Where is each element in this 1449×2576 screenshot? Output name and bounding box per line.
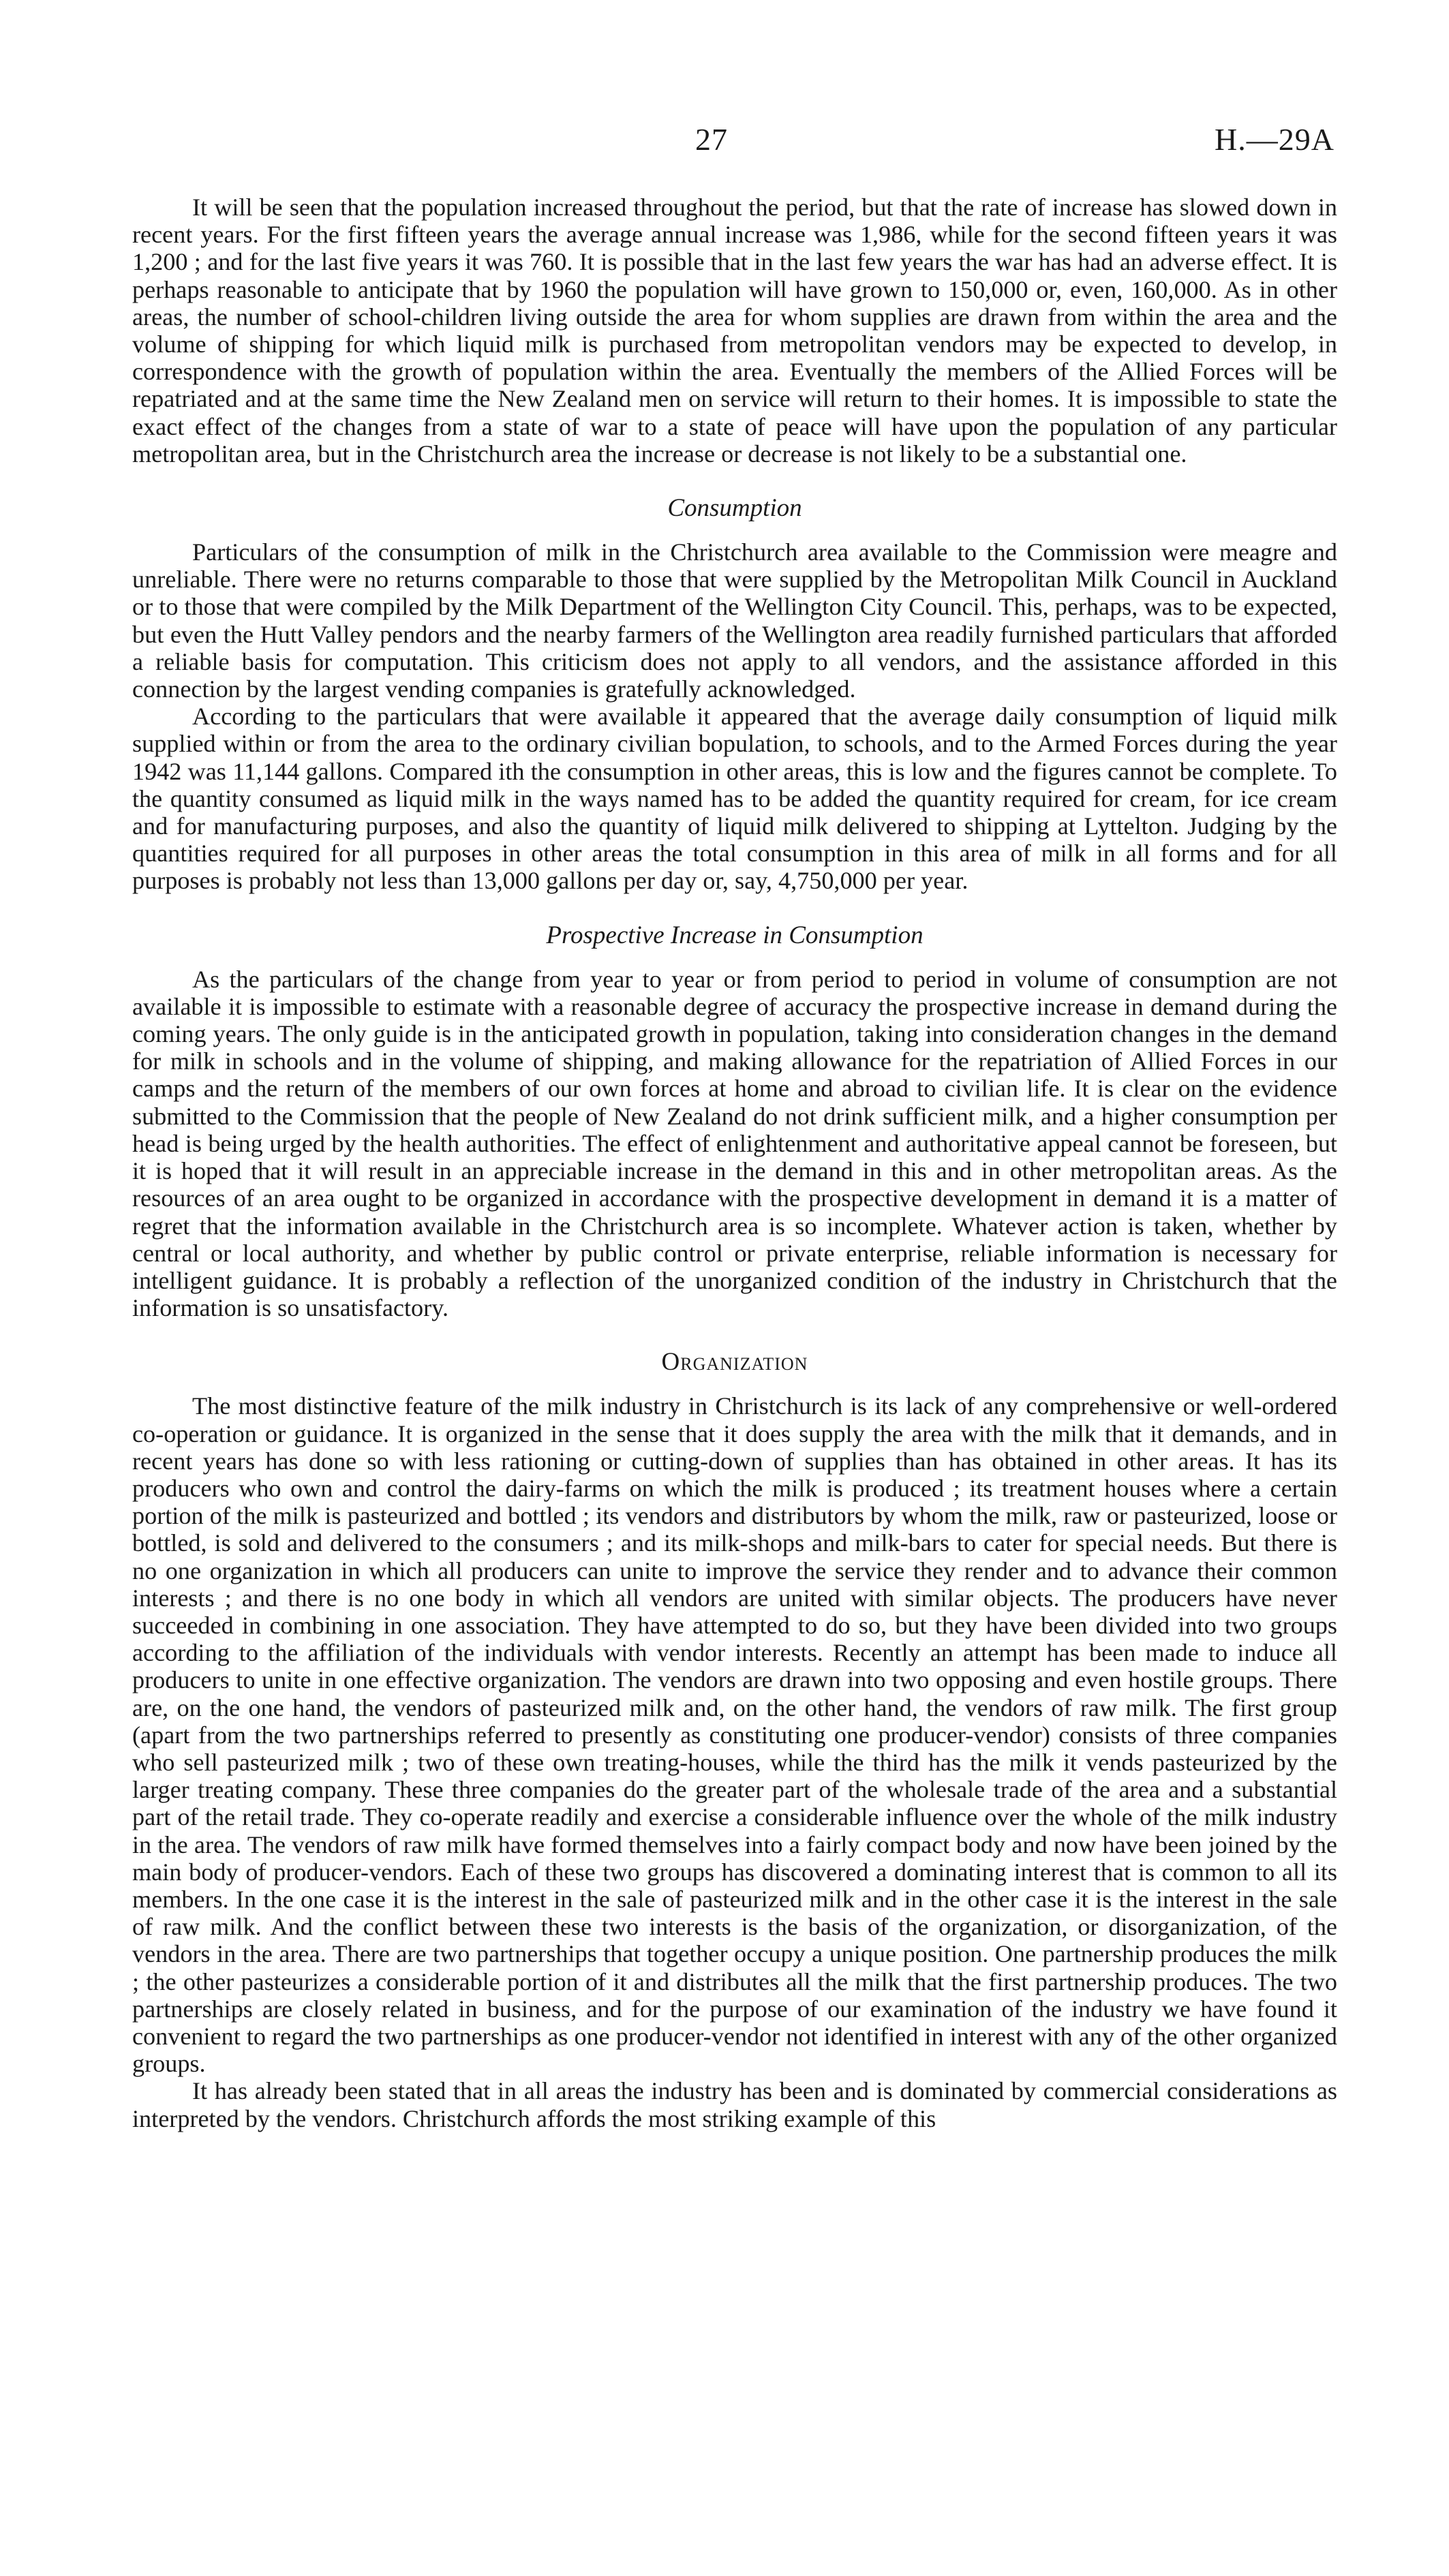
paragraph: It will be seen that the population increased throughout the period, but that the rate of increase has slowed down in recent years. For the first fifteen years the average annual increase was 1,986, while for the second fifteen years it was 1,200 ; and for the last five years it was 760. It is possible that in the last few years the war has had an adverse effect. It is perhaps reasonable to anticipate that by 1960 the population will have grown to 150,000 or, even, 160,000. As in other areas, the number of school-children living outside the area for whom supplies are drawn from within the area and the volume of shipping for which liquid milk is purchased from metropolitan vendors may be expected to develop, in correspondence with the growth of population within the area. Eventually the members of the Allied Forces will be repatriated and at the same time the New Zealand men on service will return to their homes. It is impossible to state the exact effect of the changes from a state of war to a state of peace will have upon the population of any particular metropolitan area, but in the Christchurch area the increase or decrease is not likely to be a substantial one. (132, 194, 1337, 467)
section-prospective-increase (132, 922, 1337, 1322)
paragraph: Particulars of the consumption of milk in the Christchurch area available to the Commission were meagre and unreliable. There were no returns comparable to those that were supplied by the Metropolitan Milk Council in Auckland or to those that were compiled by the Milk Department of the Wellington City Council. This, perhaps, was to be expected, but even the Hutt Valley pendors and the nearby farmers of the Wellington area readily furnished particulars that afforded a reliable basis for computation. This criticism does not apply to all vendors, and the assistance afforded in this connection by the largest vending companies is gratefully acknowledged. (132, 538, 1337, 703)
section-consumption (132, 495, 1337, 895)
page-number: 27 (695, 122, 728, 157)
body-text (132, 194, 1337, 2132)
paragraph: The most distinctive feature of the milk industry in Christchurch is its lack of any comprehensive or well-ordered co-operation or guidance. It is organized in the sense that it does supply the area with the milk that it demands, and in recent years has done so with less rationing or cutting-down of supplies than has obtained in other areas. It has its producers who own and control the dairy-farms on which the milk is produced ; its treatment houses where a certain portion of the milk is pasteurized and bottled ; its vendors and distributors by whom the milk, raw or pasteurized, loose or bottled, is sold and delivered to the consumers ; and its milk-shops and milk-bars to cater for special needs. But there is no one organization in which all producers can unite to improve the service they render and to advance their common interests ; and there is no one body in which all vendors are united with similar objects. The producers have never succeeded in combining in one association. They have attempted to do so, but they have been divided into two groups according to the affiliation of the individuals with vendor interests. Recently an attempt has been made to induce all producers to unite in one effective organization. The vendors are drawn into two opposing and even hostile groups. There are, on the one hand, the vendors of pasteurized milk and, on the other hand, the vendors of raw milk. The first group (apart from the two partnerships referred to presently as constituting one producer-vendor) consists of three companies who sell pasteurized milk ; two of these own treating-houses, while the third has the milk it vends pasteurized by the larger treating company. These three companies do the greater part of the wholesale trade of the area and a substantial part of the retail trade. They co-operate readily and exercise a considerable influence over the whole of the milk industry in the area. The vendors of raw milk have formed themselves into a fairly compact body and now have been joined by the main body of producer-vendors. Each of these two groups has discovered a dominating interest that is common to all its members. In the one case it is the interest in the sale of pasteurized milk and in the other case it is the interest in the sale of raw milk. And the conflict between these two interests is the basis of the organization, or disorganization, of the vendors in the area. There are two partnerships that together occupy a unique position. One partnership produces the milk ; the other pasteurizes a considerable portion of it and distributes all the milk that the first partnership produces. The two partnerships are closely related in business, and for the purpose of our examination of the industry we have found it convenient to regard the two partnerships as one producer-vendor not identified in interest with any of the other organized groups. (132, 1392, 1337, 2078)
section-intro (132, 194, 1337, 467)
paragraph: As the particulars of the change from year to year or from period to period in volume of consumption are not available it is impossible to estimate with a reasonable degree of accuracy the prospective increase in demand during the coming years. The only guide is in the anticipated growth in population, taking into consideration changes in the demand for milk in schools and in the volume of shipping, and making allowance for the repatriation of Allied Forces in our camps and the return of the members of our own forces at home and abroad to civilian life. It is clear on the evidence submitted to the Commission that the people of New Zealand do not drink sufficient milk, and a higher consumption per head is being urged by the health authorities. The effect of enlightenment and authoritative appeal cannot be foreseen, but it is hoped that it will result in an appreciable increase in the demand in this and in other metropolitan areas. As the resources of an area ought to be organized in accordance with the prospective development in demand it is a matter of regret that the information available in the Christchurch area is so incomplete. Whatever action is taken, whether by central or local authority, and whether by public control or private enterprise, reliable information is necessary for intelligent guidance. It is probably a reflection of the unorganized condition of the industry in Christchurch that the information is so unsatisfactory. (132, 965, 1337, 1322)
section-organization (132, 1349, 1337, 2132)
paragraph: It has already been stated that in all areas the industry has been and is dominated by commercial considerations as interpreted by the vendors. Christchurch affords the most striking example of this (132, 2077, 1337, 2132)
document-reference: H.—29A (1215, 122, 1334, 157)
section-heading-prospective-increase: Prospective Increase in Consumption (546, 921, 924, 949)
page-header (0, 121, 1449, 169)
section-heading-consumption: Consumption (667, 494, 802, 523)
section-heading-organization: Organization (661, 1348, 808, 1377)
paragraph: According to the particulars that were available it appeared that the average daily consumption of liquid milk supplied within or from the area to the ordinary civilian bopulation, to schools, and to the Armed Forces during the year 1942 was 11,144 gallons. Compared ith the consumption in other areas, this is low and the figures cannot be complete. To the quantity consumed as liquid milk in the ways named has to be added the quantity required for cream, for ice cream and for manufacturing purposes, and also the quantity of liquid milk delivered to shipping at Lyttelton. Judging by the quantities required for all purposes in other areas the total consumption in this area of milk in all forms and for all purposes is probably not less than 13,000 gallons per day or, say, 4,750,000 per year. (132, 703, 1337, 895)
